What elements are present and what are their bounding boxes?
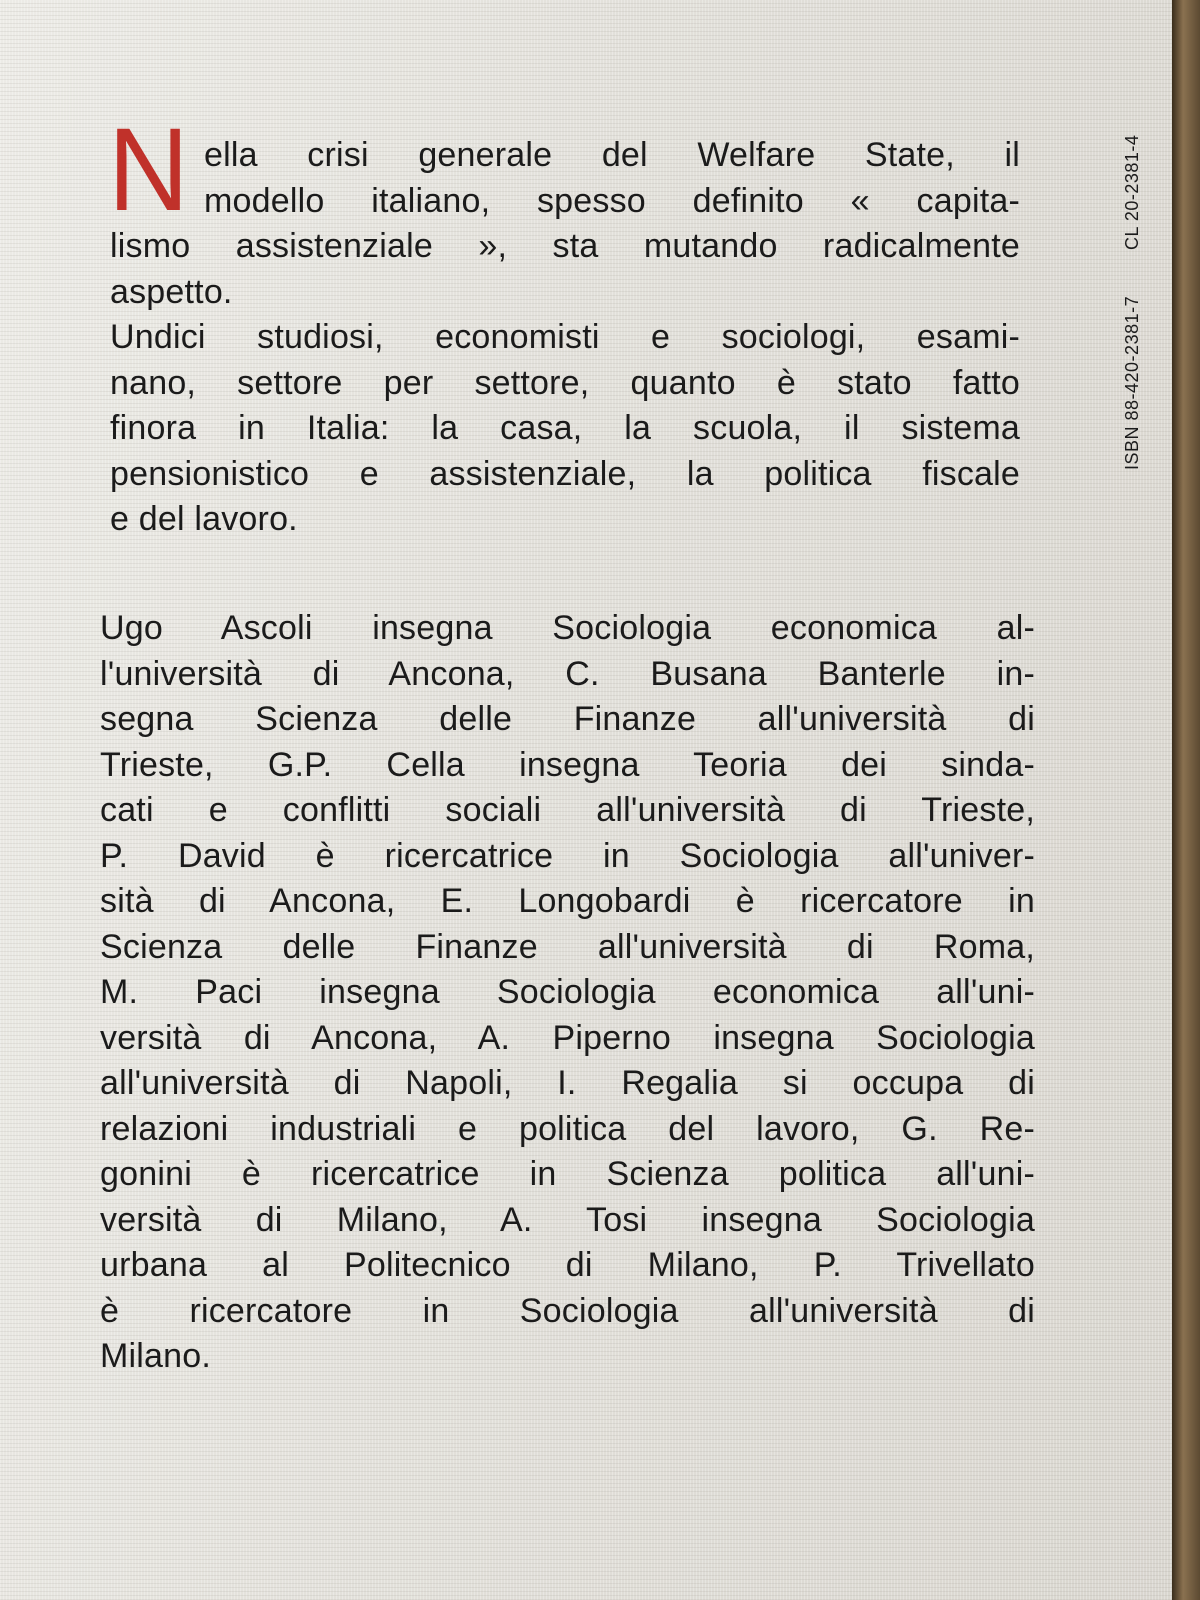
cl-code: CL 20-2381-4	[1122, 134, 1142, 250]
intro-line: nano, settore per settore, quanto è stato fatto	[110, 363, 1020, 402]
authors-line: gonini è ricercatrice in Scienza politica all'uni-	[100, 1155, 1035, 1193]
authors-line: Trieste, G.P. Cella insegna Teoria dei sinda-	[100, 745, 1035, 784]
intro-line: modello italiano, spesso definito « capita-	[204, 181, 1020, 220]
isbn-code: ISBN 88-420-2381-7	[1122, 295, 1142, 470]
intro-line: Undici studiosi, economisti e sociologi, esami-	[110, 318, 1020, 356]
authors-line: relazioni industriali e politica del lavoro, G. Re-	[100, 1109, 1035, 1148]
authors-line: P. David è ricercatrice in Sociologia all'univer-	[100, 836, 1035, 875]
drop-cap-letter: N	[108, 104, 189, 236]
intro-line: ella crisi generale del Welfare State, il	[204, 136, 1020, 174]
intro-line: e del lavoro.	[110, 500, 298, 538]
authors-line: sità di Ancona, E. Longobardi è ricercatore in	[100, 882, 1035, 920]
authors-line: l'università di Ancona, C. Busana Banterle in-	[100, 654, 1035, 693]
intro-paragraph	[110, 133, 1020, 543]
authors-line: cati e conflitti sociali all'università di Trieste,	[100, 791, 1035, 829]
authors-line: è ricercatore in Sociologia all'università di	[100, 1291, 1035, 1330]
intro-line: finora in Italia: la casa, la scuola, il sistema	[110, 409, 1020, 447]
authors-paragraph	[100, 606, 1035, 1380]
intro-line: pensionistico e assistenziale, la politica fiscale	[110, 454, 1020, 493]
authors-line: all'università di Napoli, I. Regalia si occupa di	[100, 1064, 1035, 1102]
authors-line: versità di Milano, A. Tosi insegna Sociologia	[100, 1200, 1035, 1239]
authors-line: versità di Ancona, A. Piperno insegna Sociologia	[100, 1018, 1035, 1057]
authors-line: segna Scienza delle Finanze all'università di	[100, 700, 1035, 738]
catalog-codes	[1122, 134, 1152, 480]
authors-line: Ugo Ascoli insegna Sociologia economica al-	[100, 609, 1035, 647]
authors-line: Milano.	[100, 1337, 212, 1375]
authors-line: Scienza delle Finanze all'università di Roma,	[100, 927, 1035, 966]
authors-line: M. Paci insegna Sociologia economica all'uni-	[100, 973, 1035, 1011]
book-edge-background	[1172, 0, 1200, 1600]
intro-line: aspetto.	[110, 272, 233, 311]
authors-line: urbana al Politecnico di Milano, P. Trivellato	[100, 1246, 1035, 1284]
intro-line: lismo assistenziale », sta mutando radicalmente	[110, 227, 1020, 265]
